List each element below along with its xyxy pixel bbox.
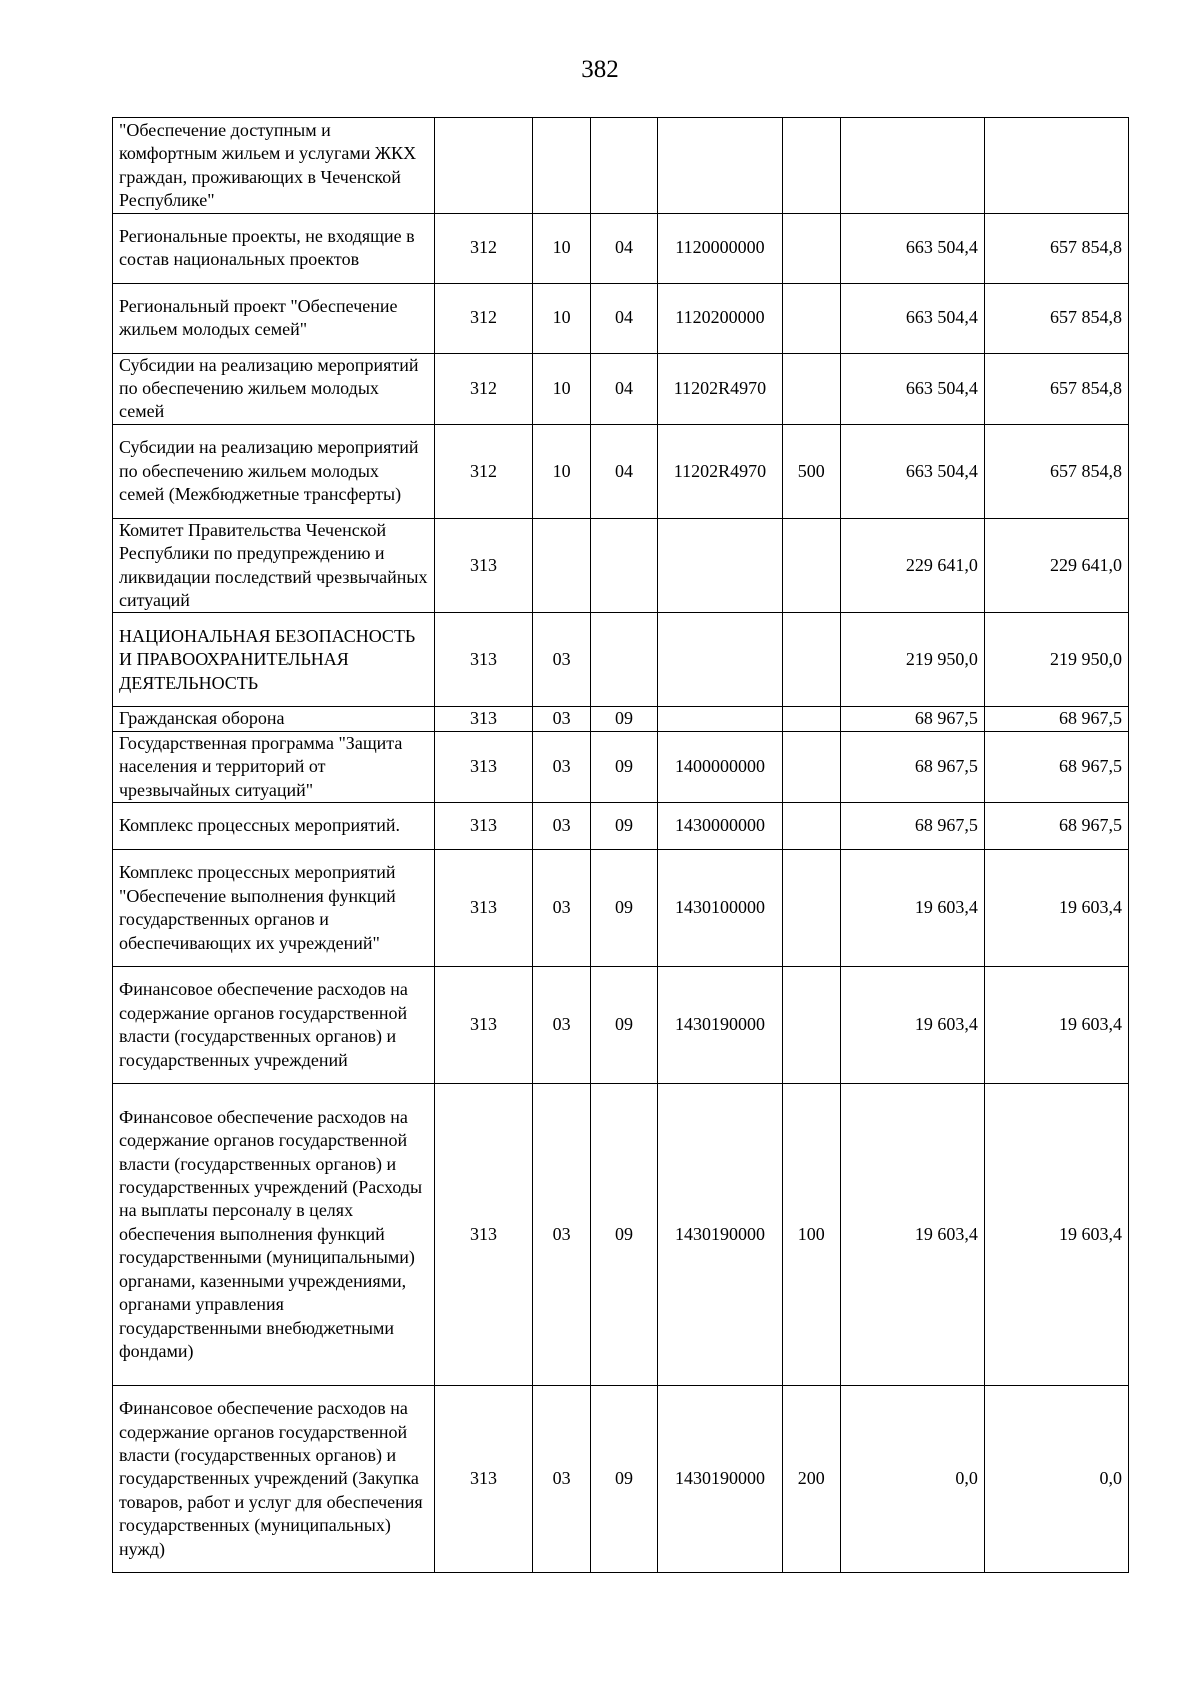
cell-vr: 200: [782, 1386, 840, 1573]
cell-sum-1: 663 504,4: [840, 424, 984, 518]
cell-rz: 10: [533, 213, 591, 283]
cell-csr: [658, 118, 783, 214]
cell-sum-2: 19 603,4: [984, 1084, 1128, 1386]
cell-name: Комплекс процессных мероприятий.: [113, 803, 435, 850]
cell-sum-1: 663 504,4: [840, 353, 984, 424]
cell-rz: 03: [533, 1386, 591, 1573]
cell-pr: 09: [591, 707, 658, 731]
cell-rz: 03: [533, 613, 591, 707]
cell-vr: [782, 118, 840, 214]
cell-vr: [782, 731, 840, 802]
cell-sum-1: 219 950,0: [840, 613, 984, 707]
cell-pr: 09: [591, 1084, 658, 1386]
cell-csr: 1430190000: [658, 967, 783, 1084]
cell-vr: [782, 850, 840, 967]
cell-name: Комитет Правительства Чеченской Республики по предупреждению и ликвидации последствий чрезвычайных ситуаций: [113, 518, 435, 613]
cell-rz: 03: [533, 967, 591, 1084]
cell-sum-2: 219 950,0: [984, 613, 1128, 707]
budget-table: [112, 117, 1129, 1573]
cell-ved: 313: [434, 518, 532, 613]
cell-sum-2: 0,0: [984, 1386, 1128, 1573]
cell-csr: 1430190000: [658, 1386, 783, 1573]
table-row: [113, 1386, 1129, 1573]
cell-ved: 312: [434, 424, 532, 518]
table-row: [113, 967, 1129, 1084]
cell-sum-1: 229 641,0: [840, 518, 984, 613]
cell-vr: [782, 803, 840, 850]
table-row: [113, 213, 1129, 283]
cell-vr: [782, 613, 840, 707]
cell-csr: 11202R4970: [658, 424, 783, 518]
cell-sum-1: 663 504,4: [840, 213, 984, 283]
cell-ved: 313: [434, 731, 532, 802]
cell-sum-2: 657 854,8: [984, 283, 1128, 353]
cell-sum-2: 657 854,8: [984, 353, 1128, 424]
cell-ved: 313: [434, 1084, 532, 1386]
cell-csr: 1430000000: [658, 803, 783, 850]
cell-pr: 04: [591, 283, 658, 353]
cell-vr: [782, 707, 840, 731]
cell-rz: 10: [533, 353, 591, 424]
cell-rz: 03: [533, 803, 591, 850]
table-row: [113, 424, 1129, 518]
cell-name: Субсидии на реализацию мероприятий по обеспечению жильем молодых семей: [113, 353, 435, 424]
cell-ved: 313: [434, 803, 532, 850]
cell-csr: 1120200000: [658, 283, 783, 353]
cell-name: Финансовое обеспечение расходов на содержание органов государственной власти (государственных органов) и государственных учреждений: [113, 967, 435, 1084]
cell-name: Комплекс процессных мероприятий "Обеспечение выполнения функций государственных органов и обеспечивающих их учреждений": [113, 850, 435, 967]
cell-sum-1: 0,0: [840, 1386, 984, 1573]
table-row: [113, 283, 1129, 353]
table-row: [113, 353, 1129, 424]
cell-pr: 09: [591, 803, 658, 850]
cell-csr: [658, 613, 783, 707]
cell-vr: [782, 213, 840, 283]
cell-vr: [782, 283, 840, 353]
cell-sum-1: 663 504,4: [840, 283, 984, 353]
cell-pr: 04: [591, 424, 658, 518]
cell-sum-2: 657 854,8: [984, 213, 1128, 283]
cell-sum-1: 68 967,5: [840, 731, 984, 802]
table-row: [113, 118, 1129, 214]
cell-name: Региональный проект "Обеспечение жильем молодых семей": [113, 283, 435, 353]
cell-sum-2: 68 967,5: [984, 803, 1128, 850]
table-row: [113, 707, 1129, 731]
cell-vr: [782, 353, 840, 424]
cell-pr: 04: [591, 213, 658, 283]
cell-sum-2: 68 967,5: [984, 731, 1128, 802]
cell-ved: 313: [434, 707, 532, 731]
cell-vr: 500: [782, 424, 840, 518]
cell-csr: 1430190000: [658, 1084, 783, 1386]
cell-rz: 10: [533, 424, 591, 518]
cell-sum-1: 19 603,4: [840, 850, 984, 967]
cell-sum-2: 19 603,4: [984, 967, 1128, 1084]
cell-rz: 10: [533, 283, 591, 353]
table-row: [113, 1084, 1129, 1386]
cell-name: Субсидии на реализацию мероприятий по обеспечению жильем молодых семей (Межбюджетные трансферты): [113, 424, 435, 518]
cell-csr: 11202R4970: [658, 353, 783, 424]
cell-csr: [658, 707, 783, 731]
cell-sum-2: 19 603,4: [984, 850, 1128, 967]
cell-ved: 313: [434, 967, 532, 1084]
cell-sum-1: [840, 118, 984, 214]
cell-sum-1: 68 967,5: [840, 803, 984, 850]
cell-name: Гражданская оборона: [113, 707, 435, 731]
cell-rz: 03: [533, 850, 591, 967]
cell-pr: 09: [591, 850, 658, 967]
cell-pr: 09: [591, 731, 658, 802]
cell-rz: [533, 518, 591, 613]
cell-name: "Обеспечение доступным и комфортным жильем и услугами ЖКХ граждан, проживающих в Чеченской Республике": [113, 118, 435, 214]
cell-pr: [591, 613, 658, 707]
cell-rz: 03: [533, 1084, 591, 1386]
cell-sum-1: 19 603,4: [840, 967, 984, 1084]
cell-csr: 1120000000: [658, 213, 783, 283]
cell-sum-2: 657 854,8: [984, 424, 1128, 518]
cell-name: Региональные проекты, не входящие в состав национальных проектов: [113, 213, 435, 283]
cell-sum-1: 68 967,5: [840, 707, 984, 731]
cell-rz: 03: [533, 707, 591, 731]
cell-name: Финансовое обеспечение расходов на содержание органов государственной власти (государственных органов) и государственных учреждений (Расходы на выплаты персоналу в целях обеспечения выполнения функций государственными (муниципальными) органами, казенными учреждениями, органами управления государственными внебюджетными фондами): [113, 1084, 435, 1386]
cell-ved: 312: [434, 283, 532, 353]
cell-rz: 03: [533, 731, 591, 802]
cell-ved: 312: [434, 353, 532, 424]
page-number: 382: [581, 56, 619, 83]
cell-ved: 313: [434, 613, 532, 707]
cell-sum-2: 68 967,5: [984, 707, 1128, 731]
cell-pr: 04: [591, 353, 658, 424]
table-row: [113, 850, 1129, 967]
table-row: [113, 731, 1129, 802]
cell-pr: 09: [591, 1386, 658, 1573]
table-row: [113, 803, 1129, 850]
cell-csr: 1430100000: [658, 850, 783, 967]
cell-csr: [658, 518, 783, 613]
cell-csr: 1400000000: [658, 731, 783, 802]
cell-vr: 100: [782, 1084, 840, 1386]
cell-pr: [591, 118, 658, 214]
cell-name: Финансовое обеспечение расходов на содержание органов государственной власти (государственных органов) и государственных учреждений (Закупка товаров, работ и услуг для обеспечения государственных (муниципальных) нужд): [113, 1386, 435, 1573]
table-row: [113, 518, 1129, 613]
cell-name: Государственная программа "Защита населения и территорий от чрезвычайных ситуаций": [113, 731, 435, 802]
cell-vr: [782, 518, 840, 613]
cell-pr: [591, 518, 658, 613]
cell-name: НАЦИОНАЛЬНАЯ БЕЗОПАСНОСТЬ И ПРАВООХРАНИТЕЛЬНАЯ ДЕЯТЕЛЬНОСТЬ: [113, 613, 435, 707]
cell-ved: 313: [434, 1386, 532, 1573]
cell-vr: [782, 967, 840, 1084]
cell-rz: [533, 118, 591, 214]
cell-ved: 312: [434, 213, 532, 283]
cell-pr: 09: [591, 967, 658, 1084]
cell-sum-2: 229 641,0: [984, 518, 1128, 613]
cell-ved: 313: [434, 850, 532, 967]
cell-ved: [434, 118, 532, 214]
cell-sum-2: [984, 118, 1128, 214]
cell-sum-1: 19 603,4: [840, 1084, 984, 1386]
table-row: [113, 613, 1129, 707]
